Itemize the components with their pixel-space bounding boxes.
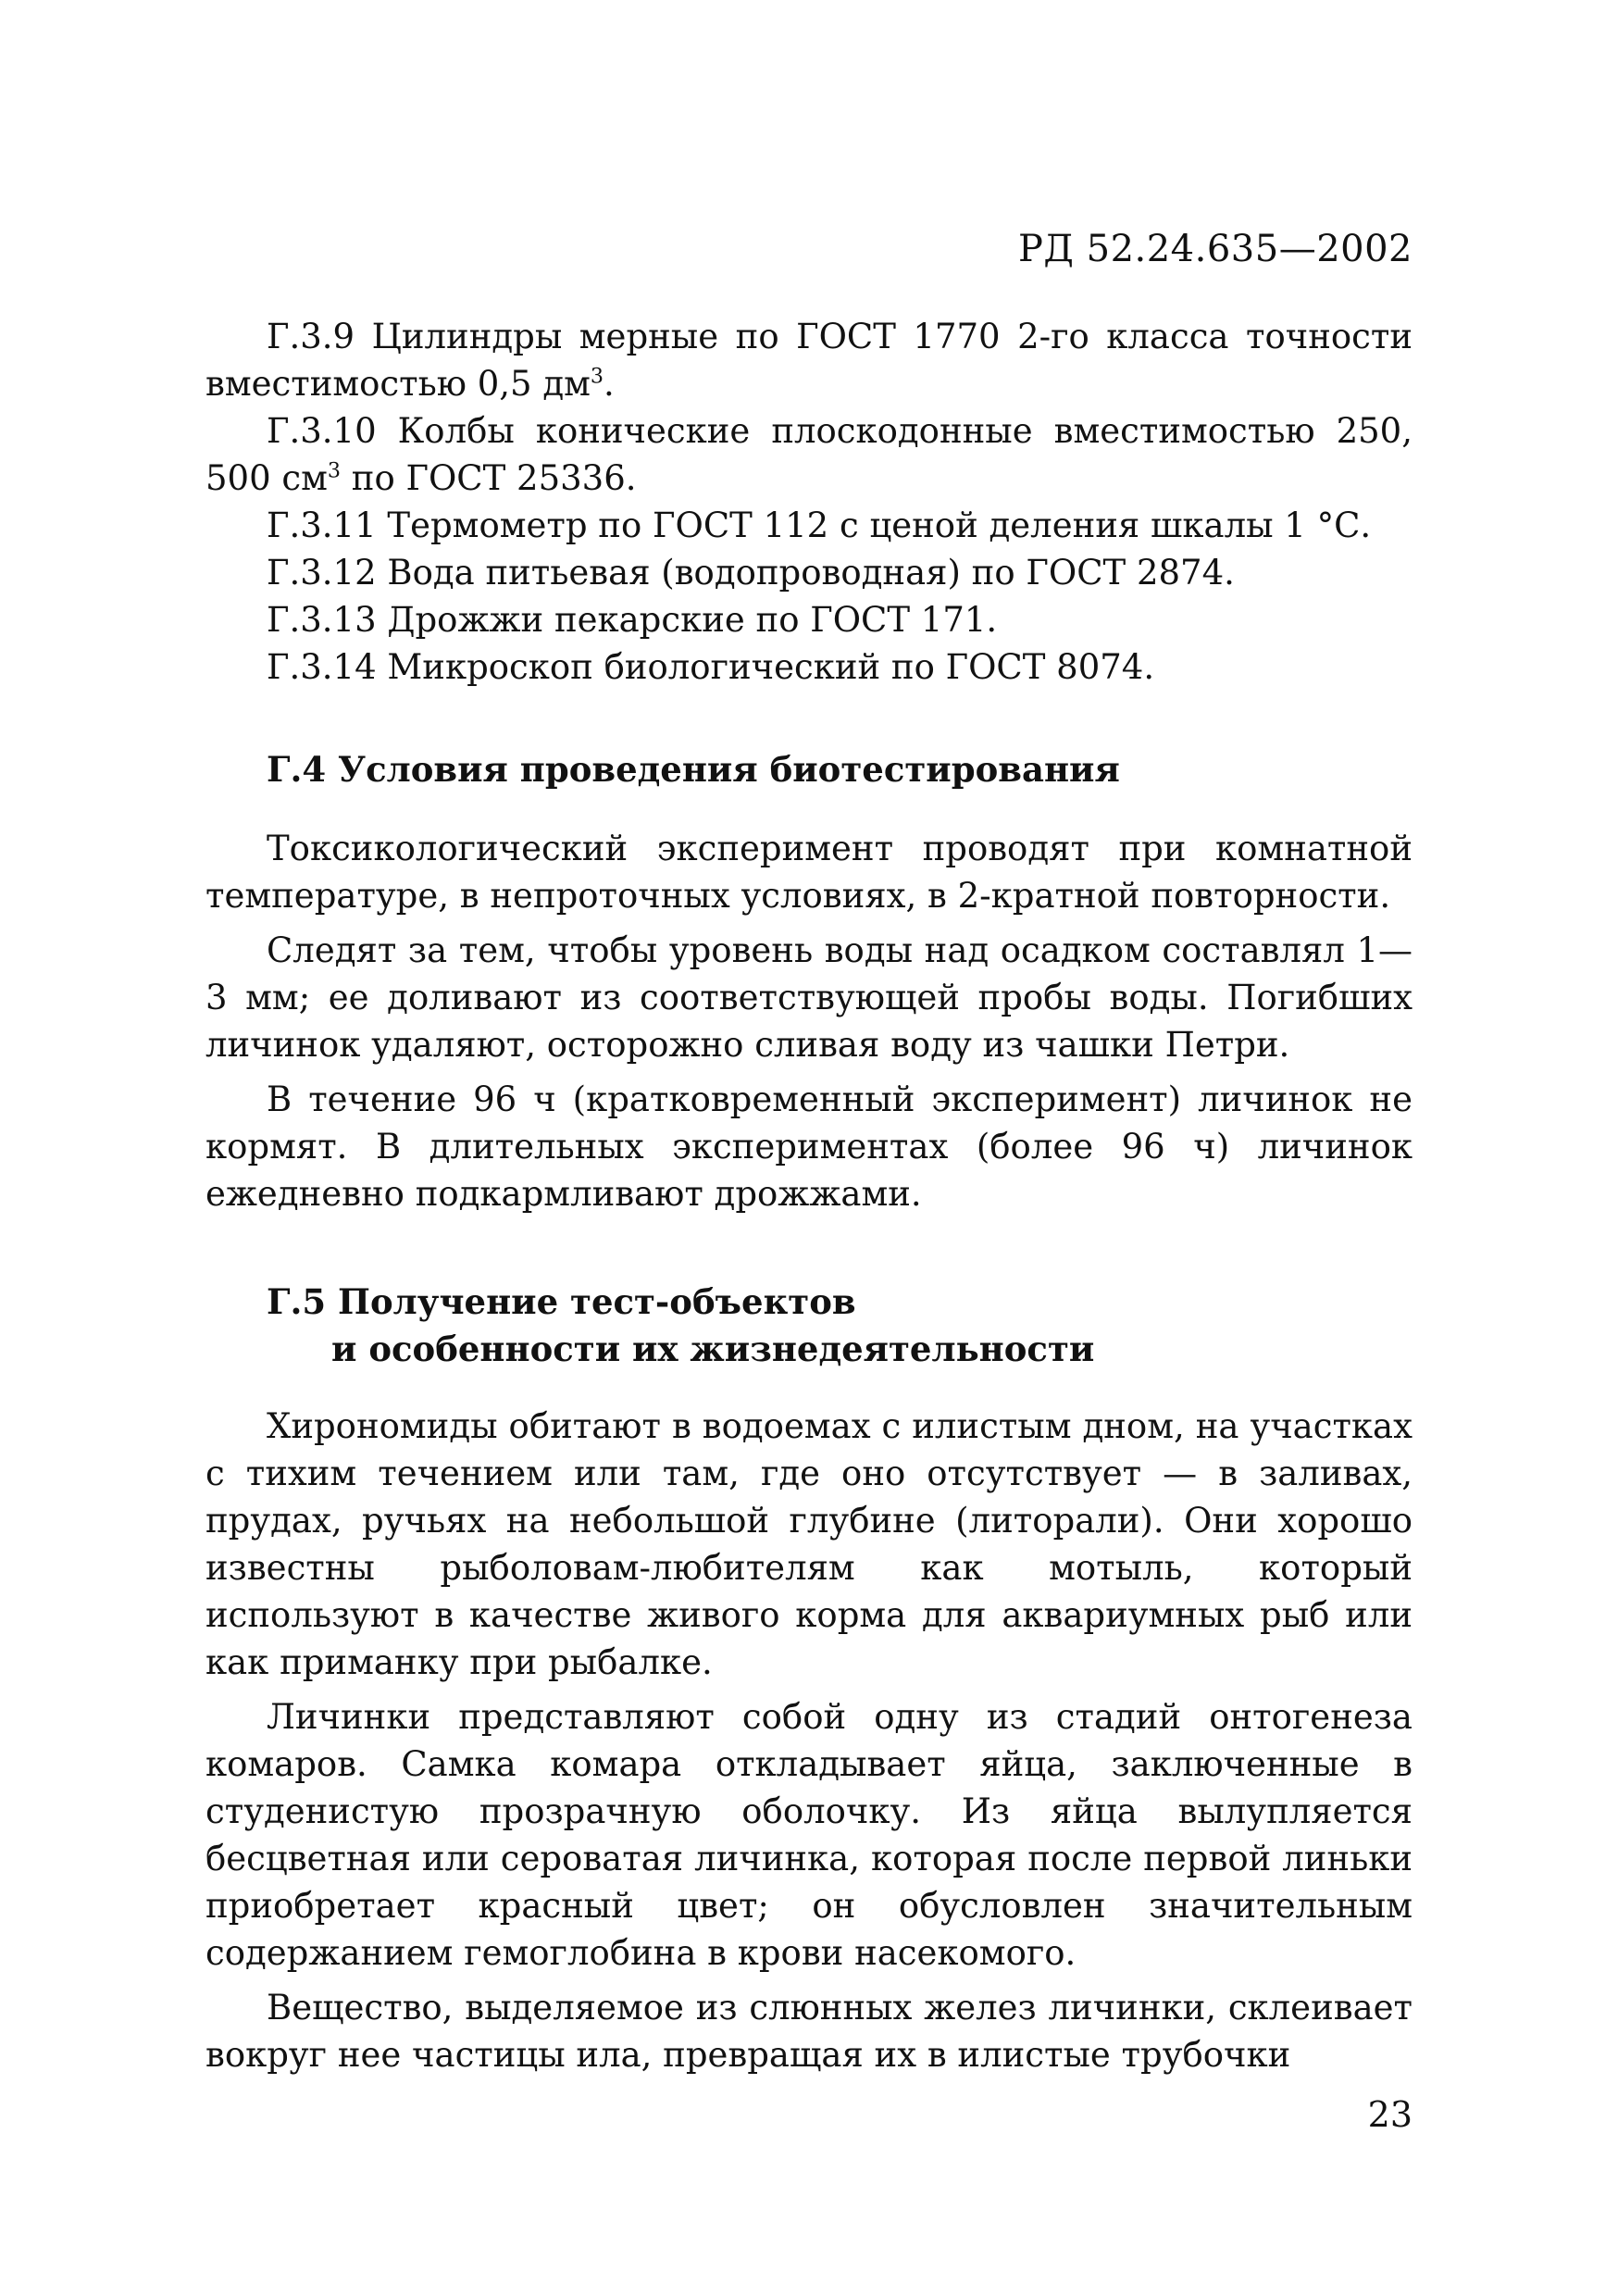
paragraph: Вещество, выделяемое из слюнных желез личинки, склеивает вокруг нее частицы ила, превращая их в илистые трубочки — [205, 1988, 1413, 2075]
paragraph: Хирономиды обитают в водоемах с илистым дном, на участках с тихим течением или там, где оно отсутствует — в заливах, прудах, ручьях на небольшой глубине (литорали). Они хорошо известны рыболовам-любителям как мотыль, который используют в качестве живого корма для аквариумных рыб или как приманку при рыбалке. — [205, 1406, 1413, 1682]
document-code: РД 52.24.635—2002 — [1017, 228, 1413, 270]
paragraph: Следят за тем, чтобы уровень воды над осадком составлял 1—3 мм; ее доливают из соответствующей пробы воды. Погибших личинок удаляют, осторожно сливая воду из чашки Петри. — [205, 930, 1413, 1065]
paragraph: Личинки представляют собой одну из стадий онтогенеза комаров. Самка комара откладывает яйца, заключенные в студенистую прозрачную оболочку. Из яйца вылупляется бесцветная или сероватая личинка, которая после первой линьки приобретает красный цвет; он обусловлен значительным содержанием гемоглобина в крови насекомого. — [205, 1697, 1413, 1973]
list-item: Г.3.11 Термометр по ГОСТ 112 с ценой деления шкалы 1 °С. — [267, 505, 1372, 545]
section-heading-g5 — [267, 1279, 1413, 1373]
section-g4-body — [205, 825, 1413, 1217]
list-item: Г.3.10 Колбы конические плоскодонные вместимостью 250, 500 $см^3$ по ГОСТ 25336. — [205, 411, 1413, 498]
paragraph: Токсикологический эксперимент проводят при комнатной температуре, в непроточных условиях, в 2-кратной повторности. — [205, 829, 1413, 916]
section-g5-body — [205, 1403, 1413, 2078]
equipment-list — [205, 313, 1413, 691]
section-heading-g5-line1: Г.5 Получение тест-объектов — [267, 1281, 856, 1322]
section-heading-g4: Г.4 Условия проведения биотестирования — [267, 749, 1120, 790]
list-item: Г.3.12 Вода питьевая (водопроводная) по ГОСТ 2874. — [267, 553, 1235, 593]
page-content — [205, 313, 1413, 2086]
list-item: Г.3.14 Микроскоп биологический по ГОСТ 8074. — [267, 647, 1155, 687]
paragraph: В течение 96 ч (кратковременный эксперимент) личинок не кормят. В длительных экспериментах (более 96 ч) личинок ежедневно подкармливают дрожжами. — [205, 1079, 1413, 1214]
list-item: Г.3.13 Дрожжи пекарские по ГОСТ 171. — [267, 600, 998, 640]
page-number: 23 — [1367, 2094, 1413, 2135]
list-item: Г.3.9 Цилиндры мерные по ГОСТ 1770 2-го класса точности вместимостью 0,5 $дм^3$. — [205, 317, 1413, 404]
section-heading-g5-line2: и особенности их жизнедеятельности — [331, 1329, 1095, 1369]
